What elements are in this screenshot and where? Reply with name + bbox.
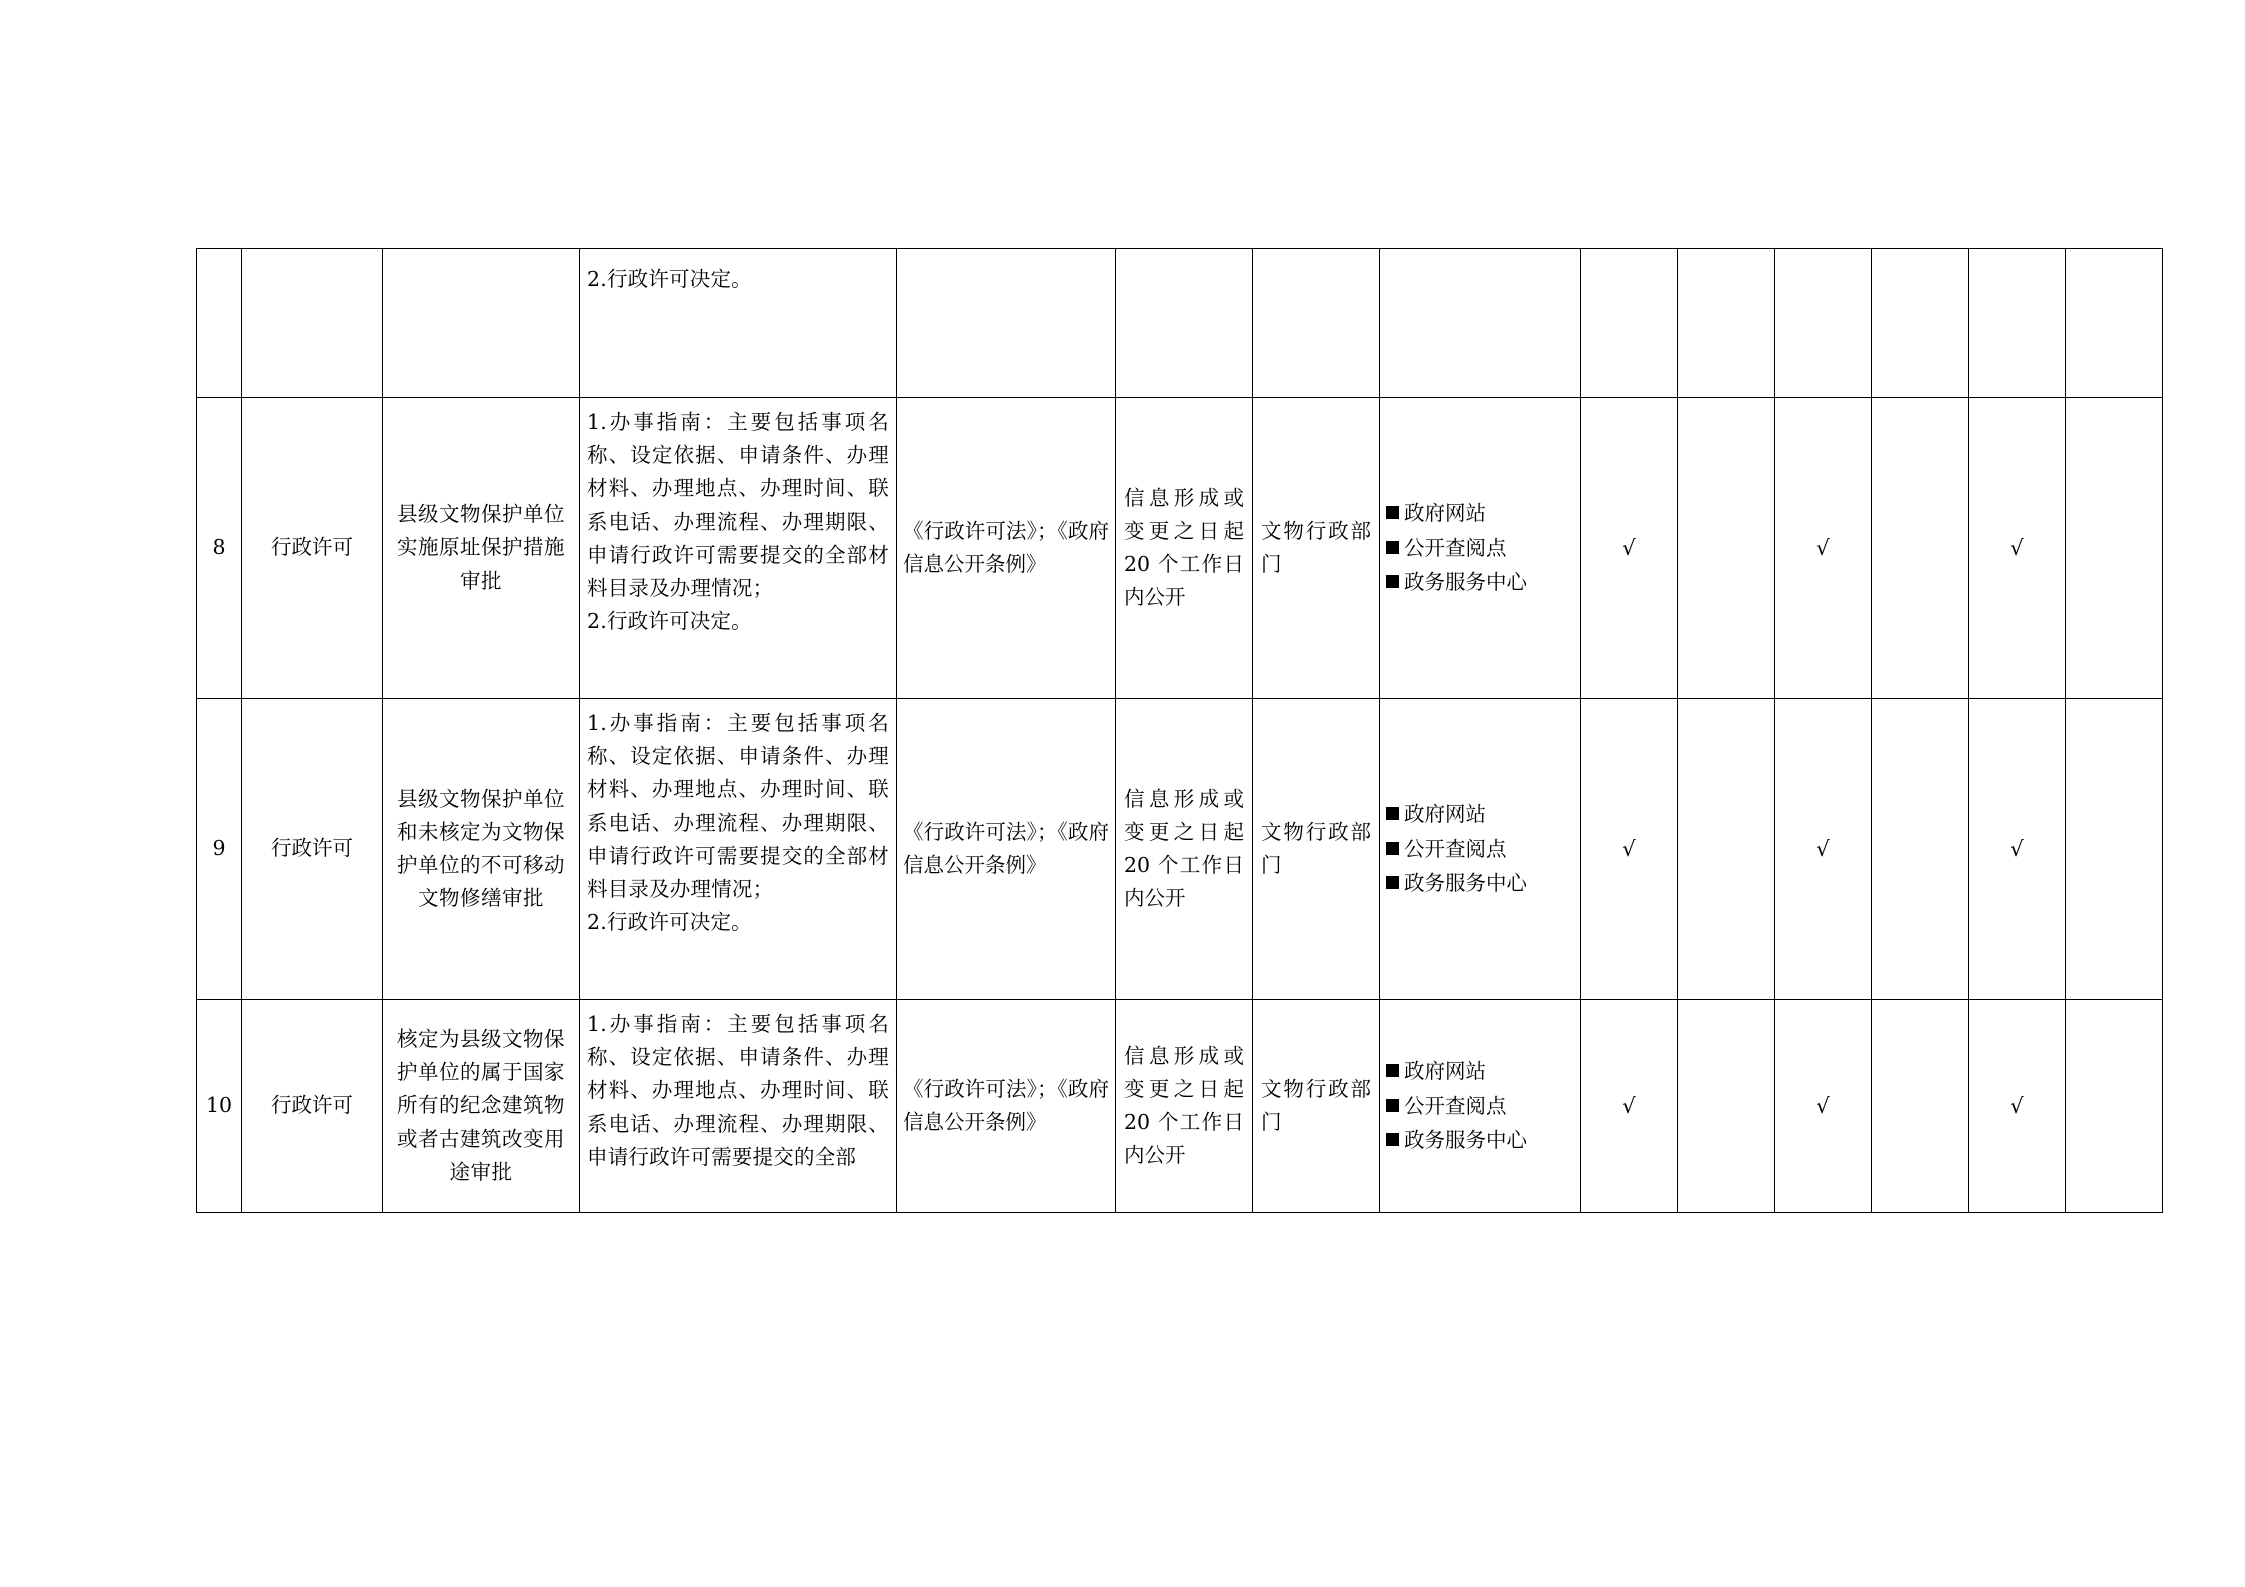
channel-item bbox=[1386, 565, 1574, 600]
table-container bbox=[196, 248, 2126, 1213]
row-name bbox=[383, 315, 579, 331]
disclosure-catalog-table bbox=[196, 248, 2163, 1213]
check-mark: √ bbox=[1816, 836, 1830, 861]
cell-name bbox=[383, 699, 580, 1000]
check-mark: √ bbox=[1622, 836, 1636, 861]
channel-label: 政府网站 bbox=[1404, 801, 1486, 826]
cell-index bbox=[197, 398, 242, 699]
cell-check-1 bbox=[1581, 249, 1678, 398]
channel-label: 政府网站 bbox=[1404, 1058, 1486, 1083]
table-row bbox=[197, 1000, 2163, 1213]
content-block bbox=[580, 699, 896, 945]
check-mark: √ bbox=[2010, 836, 2024, 861]
cell-time bbox=[1116, 398, 1253, 699]
cell-check-2 bbox=[1678, 398, 1775, 699]
row-type: 行政许可 bbox=[271, 836, 353, 861]
cell-check-3 bbox=[1775, 1000, 1872, 1213]
cell-index bbox=[197, 699, 242, 1000]
cell-dept bbox=[1253, 699, 1380, 1000]
cell-type bbox=[242, 699, 383, 1000]
cell-check-3 bbox=[1775, 699, 1872, 1000]
cell-check-2 bbox=[1678, 1000, 1775, 1213]
cell-dept bbox=[1253, 398, 1380, 699]
cell-name bbox=[383, 398, 580, 699]
square-bullet-icon bbox=[1386, 807, 1399, 820]
row-dept: 文物行政部门 bbox=[1261, 819, 1371, 877]
table-body bbox=[197, 249, 2163, 1213]
square-bullet-icon bbox=[1386, 1099, 1399, 1112]
cell-channel bbox=[1380, 1000, 1581, 1213]
table-row bbox=[197, 249, 2163, 398]
channel-item bbox=[1386, 1054, 1574, 1089]
cell-channel bbox=[1380, 249, 1581, 398]
channel-label: 政务服务中心 bbox=[1404, 871, 1527, 896]
row-time: 信息形成或变更之日起20 个工作日内公开 bbox=[1124, 786, 1244, 911]
row-dept: 文物行政部门 bbox=[1261, 518, 1371, 576]
cell-check-6 bbox=[2066, 249, 2163, 398]
row-name: 县级文物保护单位实施原址保护措施审批 bbox=[397, 502, 565, 593]
channel-item bbox=[1386, 832, 1574, 867]
cell-type bbox=[242, 398, 383, 699]
content-line: 1.办事指南：主要包括事项名称、设定依据、申请条件、办理材料、办理地点、办理时间、联系电话、办理流程、办理期限、申请行政许可需要提交的全部 bbox=[587, 1012, 889, 1169]
cell-check-1 bbox=[1581, 398, 1678, 699]
cell-check-2 bbox=[1678, 249, 1775, 398]
cell-basis bbox=[897, 249, 1116, 398]
row-name: 县级文物保护单位和未核定为文物保护单位的不可移动文物修缮审批 bbox=[397, 786, 565, 911]
cell-check-5 bbox=[1969, 1000, 2066, 1213]
cell-check-5 bbox=[1969, 699, 2066, 1000]
channel-label: 公开查阅点 bbox=[1404, 1093, 1507, 1118]
content-block bbox=[580, 1000, 896, 1180]
channel-label: 公开查阅点 bbox=[1404, 836, 1507, 861]
channel-label: 政务服务中心 bbox=[1404, 570, 1527, 595]
cell-content bbox=[580, 398, 897, 699]
check-mark: √ bbox=[1816, 535, 1830, 560]
row-index: 10 bbox=[205, 1093, 233, 1118]
cell-dept bbox=[1253, 1000, 1380, 1213]
row-basis: 《行政许可法》；《政府信息公开条例》 bbox=[903, 819, 1109, 877]
cell-index bbox=[197, 1000, 242, 1213]
row-basis: 《行政许可法》；《政府信息公开条例》 bbox=[903, 518, 1109, 576]
channel-label: 公开查阅点 bbox=[1404, 535, 1507, 560]
cell-time bbox=[1116, 1000, 1253, 1213]
channel-label: 政府网站 bbox=[1404, 500, 1486, 525]
cell-basis bbox=[897, 398, 1116, 699]
row-name: 核定为县级文物保护单位的属于国家所有的纪念建筑物或者古建筑改变用途审批 bbox=[397, 1026, 565, 1184]
square-bullet-icon bbox=[1386, 575, 1399, 588]
row-index bbox=[209, 302, 229, 342]
cell-check-6 bbox=[2066, 398, 2163, 699]
cell-check-2 bbox=[1678, 699, 1775, 1000]
row-channels bbox=[1380, 496, 1580, 601]
row-dept: 文物行政部门 bbox=[1261, 1076, 1371, 1134]
cell-dept bbox=[1253, 249, 1380, 398]
channel-item bbox=[1386, 1123, 1574, 1158]
cell-content bbox=[580, 249, 897, 398]
check-mark: √ bbox=[1816, 1093, 1830, 1118]
check-mark: √ bbox=[1622, 535, 1636, 560]
cell-time bbox=[1116, 699, 1253, 1000]
row-basis: 《行政许可法》；《政府信息公开条例》 bbox=[903, 1076, 1109, 1134]
content-line: 1.办事指南：主要包括事项名称、设定依据、申请条件、办理材料、办理地点、办理时间、联系电话、办理流程、办理期限、申请行政许可需要提交的全部材料目录及办理情况； bbox=[587, 410, 889, 601]
square-bullet-icon bbox=[1386, 506, 1399, 519]
row-index: 8 bbox=[212, 535, 226, 560]
check-mark: √ bbox=[1622, 1093, 1636, 1118]
cell-check-4 bbox=[1872, 1000, 1969, 1213]
row-type bbox=[302, 302, 322, 342]
cell-channel bbox=[1380, 398, 1581, 699]
cell-check-6 bbox=[2066, 1000, 2163, 1213]
square-bullet-icon bbox=[1386, 1064, 1399, 1077]
cell-name bbox=[383, 1000, 580, 1213]
cell-channel bbox=[1380, 699, 1581, 1000]
table-row bbox=[197, 398, 2163, 699]
channel-item bbox=[1386, 797, 1574, 832]
cell-check-4 bbox=[1872, 699, 1969, 1000]
content-block bbox=[580, 249, 896, 302]
row-time: 信息形成或变更之日起20 个工作日内公开 bbox=[1124, 485, 1244, 610]
cell-content bbox=[580, 1000, 897, 1213]
cell-basis bbox=[897, 699, 1116, 1000]
cell-type bbox=[242, 249, 383, 398]
check-mark: √ bbox=[2010, 535, 2024, 560]
row-channels bbox=[1380, 1054, 1580, 1159]
cell-check-5 bbox=[1969, 398, 2066, 699]
cell-check-4 bbox=[1872, 249, 1969, 398]
channel-label: 政务服务中心 bbox=[1404, 1128, 1527, 1153]
cell-basis bbox=[897, 1000, 1116, 1213]
content-block bbox=[580, 398, 896, 644]
square-bullet-icon bbox=[1386, 876, 1399, 889]
cell-index bbox=[197, 249, 242, 398]
table-row bbox=[197, 699, 2163, 1000]
channel-item bbox=[1386, 531, 1574, 566]
square-bullet-icon bbox=[1386, 842, 1399, 855]
cell-content bbox=[580, 699, 897, 1000]
content-line: 2.行政许可决定。 bbox=[587, 910, 752, 935]
cell-name bbox=[383, 249, 580, 398]
row-time: 信息形成或变更之日起20 个工作日内公开 bbox=[1124, 1043, 1244, 1168]
cell-check-3 bbox=[1775, 249, 1872, 398]
row-channels bbox=[1380, 797, 1580, 902]
cell-check-6 bbox=[2066, 699, 2163, 1000]
cell-check-5 bbox=[1969, 249, 2066, 398]
cell-time bbox=[1116, 249, 1253, 398]
content-line: 2.行政许可决定。 bbox=[587, 267, 752, 291]
row-type: 行政许可 bbox=[271, 535, 353, 560]
row-index: 9 bbox=[212, 836, 226, 861]
channel-item bbox=[1386, 866, 1574, 901]
cell-check-1 bbox=[1581, 699, 1678, 1000]
row-type: 行政许可 bbox=[271, 1093, 353, 1118]
content-line: 2.行政许可决定。 bbox=[587, 609, 752, 634]
content-line: 1.办事指南：主要包括事项名称、设定依据、申请条件、办理材料、办理地点、办理时间、联系电话、办理流程、办理期限、申请行政许可需要提交的全部材料目录及办理情况； bbox=[587, 711, 889, 902]
cell-check-1 bbox=[1581, 1000, 1678, 1213]
check-mark: √ bbox=[2010, 1093, 2024, 1118]
channel-item bbox=[1386, 1089, 1574, 1124]
cell-check-4 bbox=[1872, 398, 1969, 699]
square-bullet-icon bbox=[1386, 541, 1399, 554]
square-bullet-icon bbox=[1386, 1133, 1399, 1146]
cell-type bbox=[242, 1000, 383, 1213]
cell-check-3 bbox=[1775, 398, 1872, 699]
channel-item bbox=[1386, 496, 1574, 531]
